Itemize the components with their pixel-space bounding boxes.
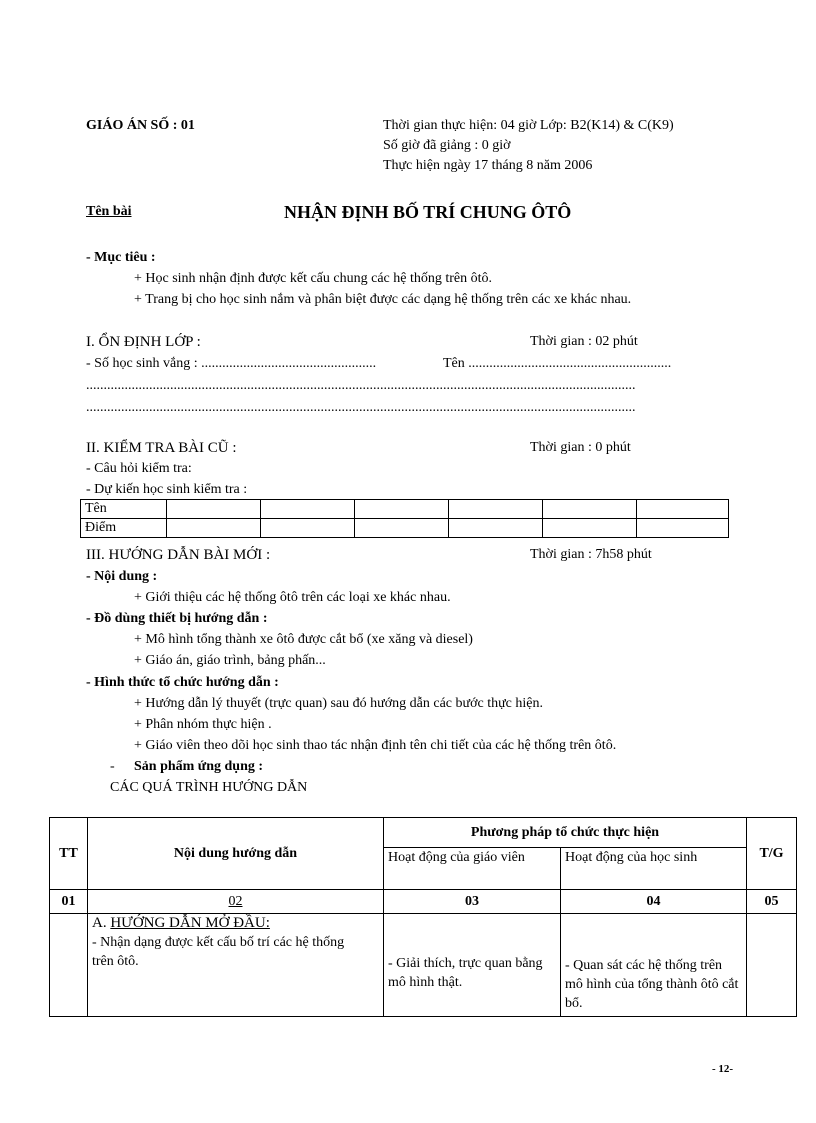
content-item: + Giới thiệu các hệ thống ôtô trên các loại xe khác nhau. (134, 590, 451, 605)
table-cell (449, 500, 543, 519)
table-cell (355, 500, 449, 519)
table-cell (747, 914, 797, 1017)
section-3-heading: III. HƯỚNG DẪN BÀI MỚI : (86, 547, 271, 563)
execution-date: Thực hiện ngày 17 tháng 8 năm 2006 (383, 158, 593, 173)
table-cell (355, 519, 449, 538)
lesson-title: NHẬN ĐỊNH BỐ TRÍ CHUNG ÔTÔ (284, 202, 572, 222)
planned-students: - Dự kiến học sinh kiểm tra : (86, 482, 248, 497)
objectives-heading: - Mục tiêu : (86, 250, 156, 265)
num-teacher: 03 (384, 890, 561, 914)
objective-item: + Trang bị cho học sinh nắm và phân biệt được các dạng hệ thống trên các xe khác nhau. (134, 292, 632, 307)
objective-item: + Học sinh nhận định được kết cấu chung các hệ thống trên ôtô. (134, 271, 493, 286)
col-student-header: Hoạt động của học sinh (561, 848, 747, 890)
score-row-label: Điểm (81, 519, 167, 538)
section-3-time: Thời gian : 7h58 phút (530, 547, 652, 562)
lesson-title-label: Tên bài (86, 204, 132, 219)
form-item: + Hướng dẫn lý thuyết (trực quan) sau đó hướng dẫn các bước thực hiện. (134, 696, 543, 711)
product-heading: Sản phẩm ứng dụng : (134, 759, 264, 774)
table-row (50, 818, 797, 848)
page-number: - 12- (712, 1063, 734, 1075)
section-1-heading: I. ỔN ĐỊNH LỚP : (86, 334, 201, 350)
equipment-item: + Giáo án, giáo trình, bảng phấn... (134, 653, 326, 668)
row-a-student: - Quan sát các hệ thống trên mô hình của tổng thành ôtô cắt bổ. (561, 914, 747, 1017)
col-time-header: T/G (747, 818, 797, 890)
col-teacher-header: Hoạt động của giáo viên (384, 848, 561, 890)
num-content: 02 (88, 890, 384, 914)
table-row (81, 519, 729, 538)
col-content-header: Nội dung hướng dẫn (88, 818, 384, 890)
table-cell (543, 519, 637, 538)
section-2-time: Thời gian : 0 phút (530, 440, 631, 455)
form-heading: - Hình thức tổ chức hướng dẫn : (86, 675, 279, 690)
section-1-time: Thời gian : 02 phút (530, 334, 638, 349)
col-tt-header: TT (50, 818, 88, 890)
form-item: + Giáo viên theo dõi học sinh thao tác nhận định tên chi tiết của các hệ thống trên ôtô. (134, 738, 617, 753)
section-2-heading: II. KIỂM TRA BÀI CŨ : (86, 440, 237, 456)
row-a-content: - Nhận dạng được kết cấu bố trí các hệ thống trên ôtô. (92, 935, 345, 969)
row-a-title-text: HƯỚNG DẪN MỞ ĐẦU: (110, 915, 270, 931)
table-cell (167, 519, 261, 538)
dotted-line: ............................................................................................................................................................. (86, 400, 636, 415)
absent-names: Tên .......................................................... (443, 356, 672, 371)
form-item: + Phân nhóm thực hiện . (134, 717, 272, 732)
table-cell (261, 500, 355, 519)
equipment-item: + Mô hình tổng thành xe ôtô được cắt bổ (xe xăng và diesel) (134, 632, 473, 647)
content-heading: - Nội dung : (86, 569, 158, 584)
table-row (81, 500, 729, 519)
row-a-title (92, 914, 379, 933)
table-row (50, 890, 797, 914)
table-cell (261, 519, 355, 538)
row-a-prefix: A. (92, 915, 107, 931)
row-a-teacher: - Giải thích, trực quan bằng mô hình thật. (384, 914, 561, 1017)
table-cell (543, 500, 637, 519)
table-cell (50, 914, 88, 1017)
check-question: - Câu hỏi kiểm tra: (86, 461, 192, 476)
table-row (50, 914, 797, 1017)
name-row-label: Tên (81, 500, 167, 519)
dotted-line: ............................................................................................................................................................. (86, 378, 636, 393)
num-time: 05 (747, 890, 797, 914)
execution-time: Thời gian thực hiện: 04 giờ Lớp: B2(K14) & C(K9) (383, 118, 674, 133)
quiz-table (80, 499, 729, 538)
table-cell (637, 519, 729, 538)
table-cell (449, 519, 543, 538)
table-cell (637, 500, 729, 519)
process-heading: CÁC QUÁ TRÌNH HƯỚNG DẪN (110, 780, 308, 795)
row-a-content-cell (88, 914, 384, 1017)
process-table (49, 817, 797, 1017)
col-method-header: Phương pháp tổ chức thực hiện (384, 818, 747, 848)
absent-students: - Số học sinh vắng : .................................................. (86, 356, 377, 371)
lesson-number: GIÁO ÁN SỐ : 01 (86, 118, 195, 133)
num-tt: 01 (50, 890, 88, 914)
hours-taught: Số giờ đã giảng : 0 giờ (383, 138, 511, 153)
table-cell (167, 500, 261, 519)
num-student: 04 (561, 890, 747, 914)
product-dash: - (110, 759, 115, 774)
equipment-heading: - Đồ dùng thiết bị hướng dẫn : (86, 611, 268, 626)
